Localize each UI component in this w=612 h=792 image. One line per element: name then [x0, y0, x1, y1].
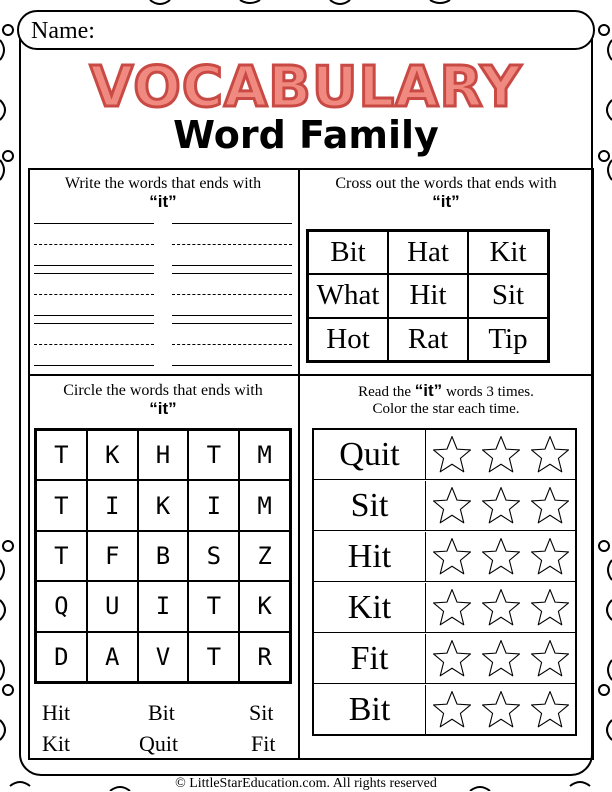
- ws-letter[interactable]: I: [188, 480, 239, 530]
- read-row: [314, 532, 575, 582]
- ws-letter[interactable]: K: [138, 480, 189, 530]
- star-icon[interactable]: [431, 434, 473, 476]
- name-field[interactable]: [17, 10, 595, 50]
- read-word: Sit: [314, 481, 426, 530]
- star-icon[interactable]: [431, 638, 473, 680]
- ws-letter[interactable]: T: [36, 480, 87, 530]
- star-icon[interactable]: [529, 536, 571, 578]
- ws-letter[interactable]: F: [87, 531, 138, 581]
- ws-letter[interactable]: K: [239, 581, 290, 631]
- read-family: “it”: [414, 381, 443, 400]
- star-icon[interactable]: [480, 536, 522, 578]
- title-graphic: [0, 48, 612, 168]
- ws-letter[interactable]: Z: [239, 531, 290, 581]
- word-bank-item: Sit: [249, 700, 274, 725]
- star-group: [428, 481, 574, 530]
- read-word: Kit: [314, 583, 426, 632]
- ws-letter[interactable]: T: [36, 531, 87, 581]
- star-group: [428, 430, 574, 479]
- ws-letter[interactable]: B: [138, 531, 189, 581]
- circle-instruction: [30, 382, 296, 418]
- star-icon[interactable]: [431, 587, 473, 629]
- word-search-grid: [34, 428, 292, 684]
- star-icon[interactable]: [529, 434, 571, 476]
- ws-letter[interactable]: S: [188, 531, 239, 581]
- cross-family: “it”: [432, 192, 460, 211]
- cross-word[interactable]: Tip: [468, 318, 548, 361]
- cross-out-table: [306, 229, 550, 363]
- circle-family: “it”: [149, 399, 177, 418]
- cross-word[interactable]: Kit: [468, 231, 548, 274]
- star-icon[interactable]: [480, 434, 522, 476]
- read-table: [312, 428, 577, 736]
- read-row: [314, 685, 575, 735]
- star-group: [428, 583, 574, 632]
- ws-letter[interactable]: K: [87, 430, 138, 480]
- ws-letter[interactable]: I: [87, 480, 138, 530]
- star-icon[interactable]: [480, 689, 522, 731]
- ws-letter[interactable]: M: [239, 480, 290, 530]
- ws-letter[interactable]: H: [138, 430, 189, 480]
- write-instruction-text: Write the words that ends with: [64, 175, 262, 192]
- cross-word[interactable]: Sit: [468, 274, 548, 317]
- write-instruction: [30, 175, 296, 211]
- read-row: [314, 583, 575, 633]
- ws-letter[interactable]: Q: [36, 581, 87, 631]
- write-family: “it”: [149, 192, 177, 211]
- star-group: [428, 685, 574, 735]
- cross-word[interactable]: Rat: [388, 318, 468, 361]
- read-word: Fit: [314, 634, 426, 683]
- title-vocabulary: VOCABULARY: [89, 55, 523, 120]
- read-row: [314, 634, 575, 684]
- star-group: [428, 634, 574, 683]
- ws-letter[interactable]: M: [239, 430, 290, 480]
- cross-word[interactable]: Hit: [388, 274, 468, 317]
- ws-letter[interactable]: V: [138, 632, 189, 682]
- star-icon[interactable]: [431, 485, 473, 527]
- circle-instruction-text: Circle the words that ends with: [63, 382, 263, 399]
- ws-letter[interactable]: T: [188, 581, 239, 631]
- cross-instruction-text: Cross out the words that ends with: [335, 175, 557, 192]
- ws-letter[interactable]: R: [239, 632, 290, 682]
- copyright-footer: © LittleStarEducation.com. All rights reserved: [175, 776, 437, 791]
- read-row: [314, 430, 575, 480]
- star-icon[interactable]: [529, 587, 571, 629]
- read-word: Hit: [314, 532, 426, 581]
- word-bank-item: Hit: [42, 700, 71, 725]
- ws-letter[interactable]: D: [36, 632, 87, 682]
- cross-instruction: [300, 175, 592, 211]
- star-icon[interactable]: [529, 689, 571, 731]
- word-bank-item: Bit: [148, 700, 175, 725]
- title-word-family: Word Family: [173, 113, 439, 157]
- read-instruction-post: words 3 times.: [445, 384, 534, 400]
- word-bank-item: Kit: [42, 731, 71, 756]
- ws-letter[interactable]: U: [87, 581, 138, 631]
- read-row: [314, 481, 575, 531]
- star-icon[interactable]: [480, 485, 522, 527]
- word-bank-item: Fit: [251, 731, 276, 756]
- star-icon[interactable]: [431, 536, 473, 578]
- divider-horizontal: [28, 374, 594, 376]
- read-word: Bit: [314, 685, 426, 735]
- read-word: Quit: [314, 430, 426, 479]
- star-icon[interactable]: [529, 638, 571, 680]
- ws-letter[interactable]: T: [188, 632, 239, 682]
- cross-word[interactable]: Bit: [308, 231, 388, 274]
- star-icon[interactable]: [431, 689, 473, 731]
- name-label: Name:: [31, 18, 95, 44]
- ws-letter[interactable]: T: [188, 430, 239, 480]
- ws-letter[interactable]: I: [138, 581, 189, 631]
- cross-word[interactable]: What: [308, 274, 388, 317]
- word-bank-item: Quit: [139, 731, 179, 756]
- read-instruction: [300, 382, 592, 418]
- star-icon[interactable]: [480, 638, 522, 680]
- star-icon[interactable]: [529, 485, 571, 527]
- cross-word[interactable]: Hat: [388, 231, 468, 274]
- read-instruction-pre: Read the: [358, 384, 412, 400]
- cross-word[interactable]: Hot: [308, 318, 388, 361]
- ws-letter[interactable]: A: [87, 632, 138, 682]
- star-group: [428, 532, 574, 581]
- read-instruction-line2: Color the star each time.: [372, 401, 520, 417]
- divider-vertical: [298, 168, 300, 760]
- star-icon[interactable]: [480, 587, 522, 629]
- ws-letter[interactable]: T: [36, 430, 87, 480]
